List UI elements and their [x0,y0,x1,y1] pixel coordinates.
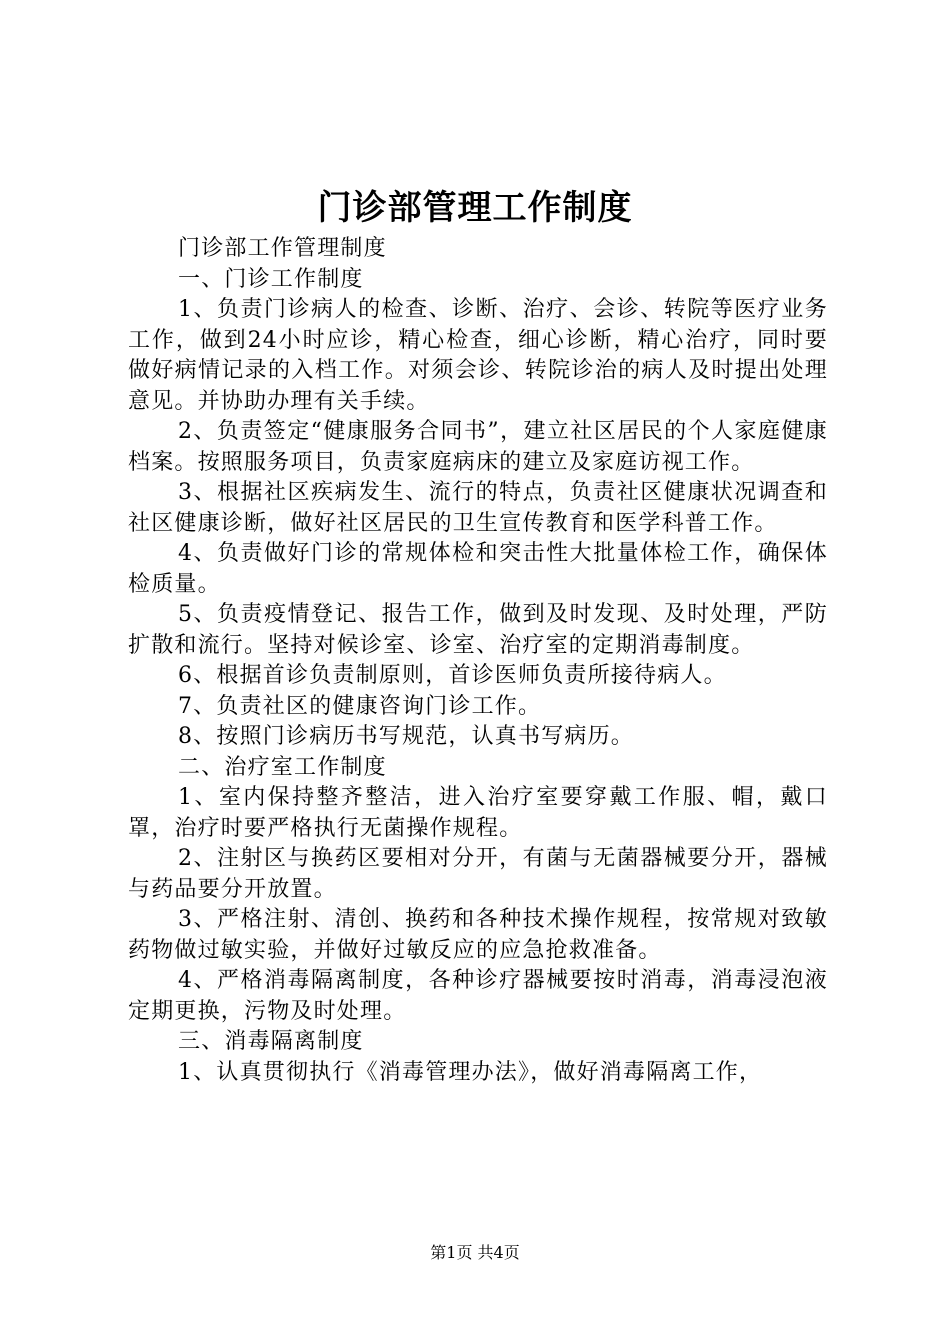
section-heading: 一、门诊工作制度 [178,266,364,292]
paragraph: 3、严格注射、清创、换药和各种技术操作规程，按常规对致敏药物做过敏实验，并做好过敏反应的应急抢救准备。 [128,907,828,963]
paragraph: 1、室内保持整齐整洁，进入治疗室要穿戴工作服、帽，戴口罩，治疗时要严格执行无菌操作规程。 [128,785,828,841]
page-number-footer: 第1页 共4页 [430,1243,520,1262]
section-heading: 二、治疗室工作制度 [178,754,387,780]
paragraph: 2、注射区与换药区要相对分开，有菌与无菌器械要分开，器械与药品要分开放置。 [128,846,828,902]
paragraph: 2、负责签定“健康服务合同书”，建立社区居民的个人家庭健康档案。按照服务项目，负责家庭病床的建立及家庭访视工作。 [128,419,828,475]
paragraph: 5、负责疫情登记、报告工作，做到及时发现、及时处理，严防扩散和流行。坚持对候诊室、诊室、治疗室的定期消毒制度。 [128,602,828,658]
paragraph: 1、认真贯彻执行《消毒管理办法》，做好消毒隔离工作， [178,1059,763,1085]
paragraph: 7、负责社区的健康咨询门诊工作。 [178,693,542,719]
paragraph: 门诊部工作管理制度 [178,236,387,261]
section-heading: 三、消毒隔离制度 [178,1029,364,1054]
document-body [128,234,828,1088]
paragraph: 8、按照门诊病历书写规范，认真书写病历。 [178,724,634,749]
paragraph: 4、负责做好门诊的常规体检和突击性大批量体检工作，确保体检质量。 [128,541,828,597]
document-title: 门诊部管理工作制度 [317,188,633,228]
paragraph: 4、严格消毒隔离制度，各种诊疗器械要按时消毒，消毒浸泡液定期更换，污物及时处理。 [128,968,828,1024]
paragraph: 1、负责门诊病人的检查、诊断、治疗、会诊、转院等医疗业务工作，做到24小时应诊，精心检查，细心诊断，精心治疗，同时要做好病情记录的入档工作。对须会诊、转院诊治的病人及时提出处理意见。并协助办理有关手续。 [128,297,828,414]
paragraph: 6、根据首诊负责制原则，首诊医师负责所接待病人。 [178,663,727,688]
paragraph: 3、根据社区疾病发生、流行的特点，负责社区健康状况调查和社区健康诊断，做好社区居民的卫生宣传教育和医学科普工作。 [128,480,828,536]
